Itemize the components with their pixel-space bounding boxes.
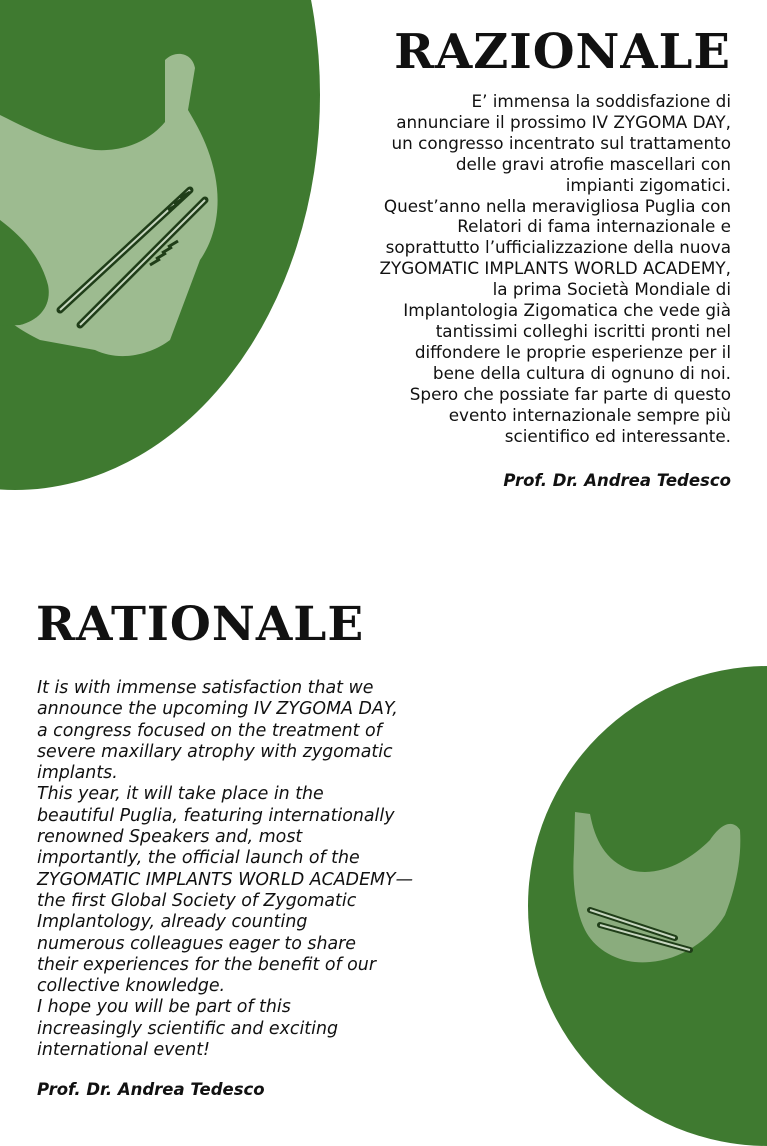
body-line: Quest’anno nella meravigliosa Puglia con (383, 195, 731, 216)
body-line: Relatori di fama internazionale e (457, 216, 731, 237)
body-line: evento internazionale sempre più (448, 404, 731, 425)
body-line: announce the upcoming IV ZYGOMA DAY, (37, 699, 398, 720)
body-line: impianti zigomatici. (565, 174, 731, 195)
body-line: Implantology, already counting (37, 912, 308, 933)
body-line: bene della cultura di ognuno di noi. (432, 362, 731, 383)
body-line: diffondere le proprie esperienze per il (414, 341, 731, 362)
body-line: international event! (37, 1040, 211, 1061)
zygoma-implant-illustration-bottom (560, 800, 745, 980)
body-line: implants. (37, 763, 118, 784)
signature-english: Prof. Dr. Andrea Tedesco (37, 1080, 265, 1099)
title-italian: RAZIONALE (394, 24, 731, 80)
body-line: a congress focused on the treatment of (37, 720, 382, 741)
body-line: collective knowledge. (37, 976, 226, 997)
body-line: Spero che possiate far parte di questo (409, 383, 731, 404)
body-line: It is with immense satisfaction that we (37, 678, 374, 698)
body-line: This year, it will take place in the (37, 784, 324, 805)
body-line: scientifico ed interessante. (504, 425, 731, 446)
body-line: tantissimi colleghi iscritti pronti nel (435, 320, 731, 341)
body-line: beautiful Puglia, featuring internationally (37, 805, 395, 826)
body-text-italian (311, 91, 731, 446)
body-line: delle gravi atrofie mascellari con (455, 153, 731, 174)
body-line: soprattutto l’ufficializzazione della nuova (385, 237, 731, 258)
zygoma-implant-illustration-top (0, 40, 240, 360)
body-line: the first Global Society of Zygomatic (37, 890, 357, 911)
body-line: importantly, the official launch of the (37, 848, 360, 869)
body-line: renowned Speakers and, most (37, 827, 303, 848)
body-line: E’ immensa la soddisfazione di (471, 91, 731, 111)
body-text-english (37, 678, 457, 1061)
body-line: un congresso incentrato sul trattamento (391, 132, 731, 153)
body-line: ZYGOMATIC IMPLANTS WORLD ACADEMY— (37, 869, 414, 890)
body-line: numerous colleagues eager to share (37, 933, 357, 954)
body-line: Implantologia Zigomatica che vede già (403, 300, 731, 321)
title-english: RATIONALE (36, 597, 365, 652)
body-line: ZYGOMATIC IMPLANTS WORLD ACADEMY, (379, 258, 731, 279)
body-line: I hope you will be part of this (37, 997, 291, 1018)
body-line: severe maxillary atrophy with zygomatic (37, 741, 393, 762)
body-line: increasingly scientific and exciting (37, 1018, 339, 1039)
body-line: la prima Società Mondiale di (492, 279, 731, 300)
body-line: their experiences for the benefit of our (37, 954, 376, 975)
body-line: annunciare il prossimo IV ZYGOMA DAY, (396, 111, 731, 132)
signature-italian: Prof. Dr. Andrea Tedesco (503, 471, 731, 490)
